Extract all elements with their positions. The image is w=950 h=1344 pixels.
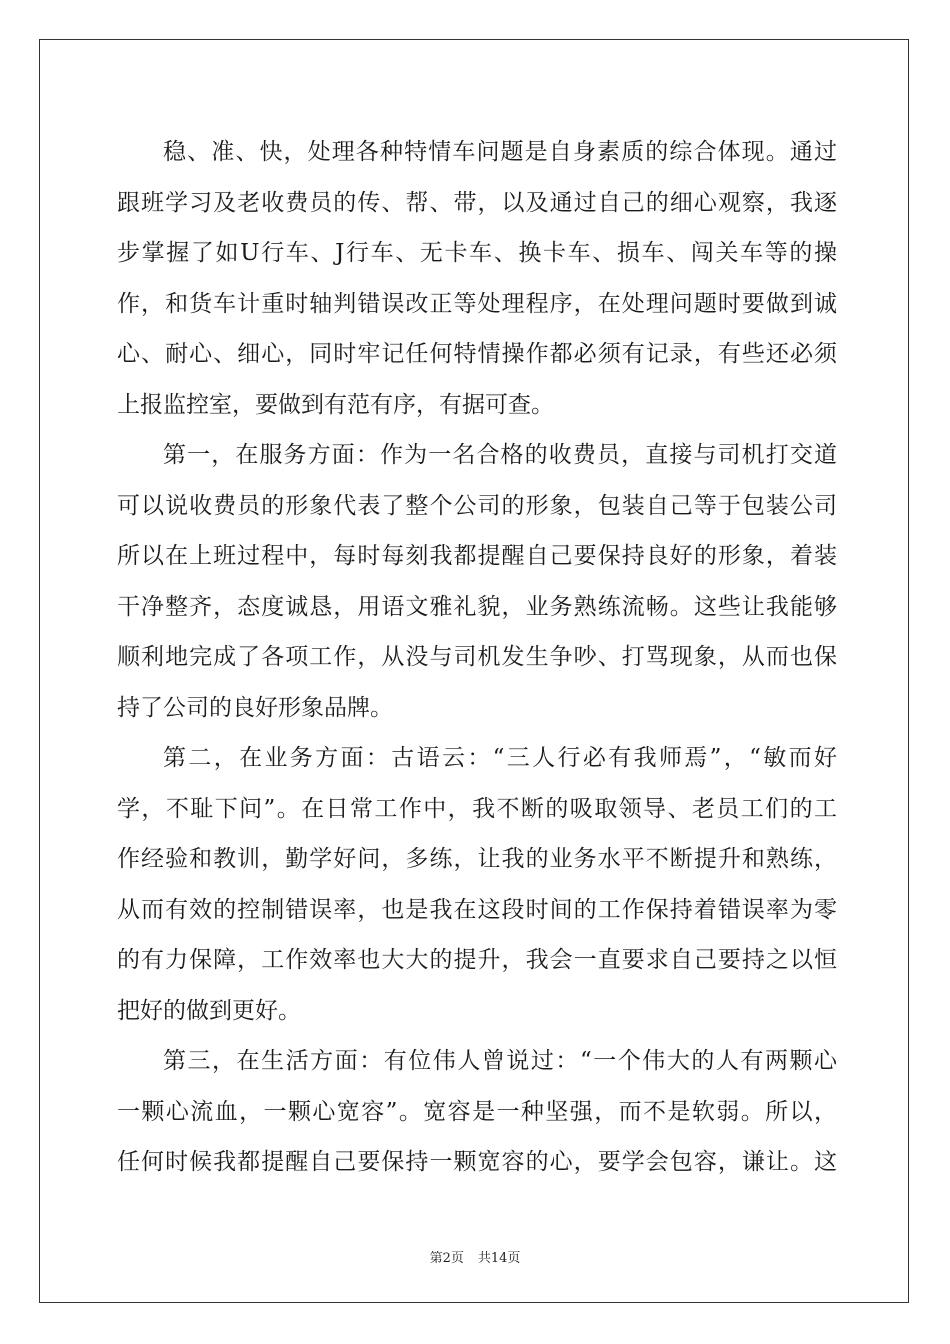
text-line: 任何时候我都提醒自己要保持一颗宽容的心，要学会包容，谦让。这	[117, 1149, 837, 1175]
text-line: 步掌握了如U行车、J行车、无卡车、换卡车、损车、闯关车等的操	[117, 240, 837, 266]
text-line: 第三，在生活方面：有位伟人曾说过：“一个伟大的人有两颗心	[163, 1048, 837, 1074]
text-line: 作经验和教训，勤学好问，多练，让我的业务水平不断提升和熟练，	[117, 846, 837, 872]
text-line: 一颗心流血，一颗心宽容”。宽容是一种坚强，而不是软弱。所以，	[117, 1098, 837, 1125]
text-line: 跟班学习及老收费员的传、帮、带，以及通过自己的细心观察，我逐	[117, 189, 837, 216]
text-line: 上报监控室，要做到有范有序，有据可查。	[117, 391, 554, 418]
text-line: 持了公司的良好形象品牌。	[117, 694, 393, 721]
text-line: 从而有效的控制错误率，也是我在这段时间的工作保持着错误率为零	[117, 896, 837, 923]
page-number: 第2页	[429, 1251, 464, 1266]
text-line: 的有力保障，工作效率也大大的提升，我会一直要求自己要持之以恒	[117, 947, 837, 973]
page-footer	[0, 1247, 950, 1266]
text-line: 把好的做到更好。	[117, 997, 301, 1024]
text-line: 可以说收费员的形象代表了整个公司的形象，包装自己等于包装公司	[117, 492, 837, 519]
text-line: 顺利地完成了各项工作，从没与司机发生争吵、打骂现象，从而也保	[117, 644, 837, 670]
text-line: 第二，在业务方面：古语云：“三人行必有我师焉”，“敏而好	[163, 745, 837, 771]
text-line: 作，和货车计重时轴判错误改正等处理程序，在处理问题时要做到诚	[117, 290, 837, 317]
text-line: 稳、准、快，处理各种特情车问题是自身素质的综合体现。通过	[163, 139, 837, 165]
text-line: 心、耐心、细心，同时牢记任何特情操作都必须有记录，有些还必须	[117, 341, 837, 367]
text-line: 学，不耻下问”。在日常工作中，我不断的吸取领导、老员工们的工	[117, 795, 837, 822]
text-line: 干净整齐，态度诚恳，用语文雅礼貌，业务熟练流畅。这些让我能够	[117, 593, 837, 620]
document-body	[117, 127, 837, 1188]
text-line: 第一，在服务方面：作为一名合格的收费员，直接与司机打交道	[163, 442, 837, 468]
text-line: 所以在上班过程中，每时每刻我都提醒自己要保持良好的形象，着装	[117, 543, 837, 569]
page-total: 共14页	[477, 1251, 521, 1266]
